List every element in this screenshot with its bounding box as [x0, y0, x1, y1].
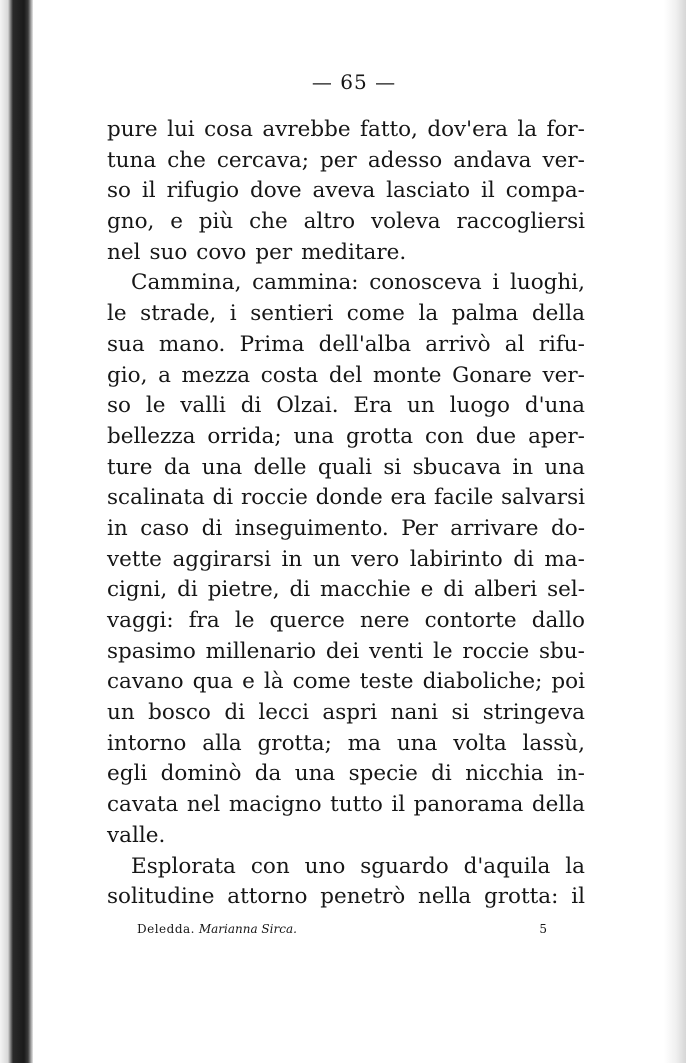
- text-line: ture da una delle quali si sbucava in una: [107, 454, 585, 480]
- footer-title: Marianna Sirca.: [198, 922, 297, 936]
- text-line: cavano qua e là come teste diaboliche; poi: [107, 669, 585, 695]
- book-spine-shadow: [0, 0, 33, 1063]
- text-line: nel suo covo per meditare.: [107, 239, 407, 265]
- text-line: vette aggirarsi in un vero labirinto di ma-: [107, 546, 585, 572]
- body-text: [107, 115, 585, 913]
- text-line: scalinata di roccie donde era facile salvarsi: [107, 485, 585, 511]
- text-line: solitudine attorno penetrò nella grotta: il: [107, 884, 585, 910]
- text-line: gio, a mezza costa del monte Gonare ver-: [107, 362, 585, 388]
- text-line: in caso di inseguimento. Per arrivare do-: [107, 515, 585, 541]
- text-line: un bosco di lecci aspri nani si stringeva: [107, 700, 585, 726]
- page-edge-shadow: [664, 0, 686, 1063]
- text-line: vaggi: fra le querce nere contorte dallo: [107, 608, 585, 633]
- text-line: tuna che cercava; per adesso andava ver-: [107, 147, 585, 173]
- text-line: spasimo millenario dei venti le roccie sbu-: [107, 638, 585, 664]
- text-line: le strade, i sentieri come la palma della: [107, 301, 585, 327]
- page-footer: [137, 922, 547, 936]
- text-line: Esplorata con uno sguardo d'aquila la: [131, 853, 585, 879]
- text-line: so il rifugio dove aveva lasciato il compa-: [107, 178, 585, 204]
- text-line: Cammina, cammina: conosceva i luoghi,: [131, 270, 585, 296]
- page-number: — 65 —: [311, 70, 397, 94]
- text-line: cavata nel macigno tutto il panorama della: [107, 792, 585, 818]
- text-line: valle.: [107, 822, 166, 848]
- footer-author: Deledda.: [137, 922, 195, 936]
- text-line: so le valli di Olzai. Era un luogo d'una: [107, 393, 585, 419]
- text-line: egli dominò da una specie di nicchia in-: [107, 761, 585, 787]
- text-line: pure lui cosa avrebbe fatto, dov'era la for-: [107, 117, 585, 142]
- footer-left: [137, 922, 297, 936]
- text-line: cigni, di pietre, di macchie e di alberi sel-: [107, 577, 585, 603]
- signature-mark: 5: [539, 922, 547, 936]
- text-line: bellezza orrida; una grotta con due aper-: [107, 423, 585, 449]
- text-line: intorno alla grotta; ma una volta lassù,: [107, 730, 585, 756]
- text-line: gno, e più che altro voleva raccogliersi: [107, 209, 585, 235]
- text-line: sua mano. Prima dell'alba arrivò al rifu-: [107, 331, 585, 357]
